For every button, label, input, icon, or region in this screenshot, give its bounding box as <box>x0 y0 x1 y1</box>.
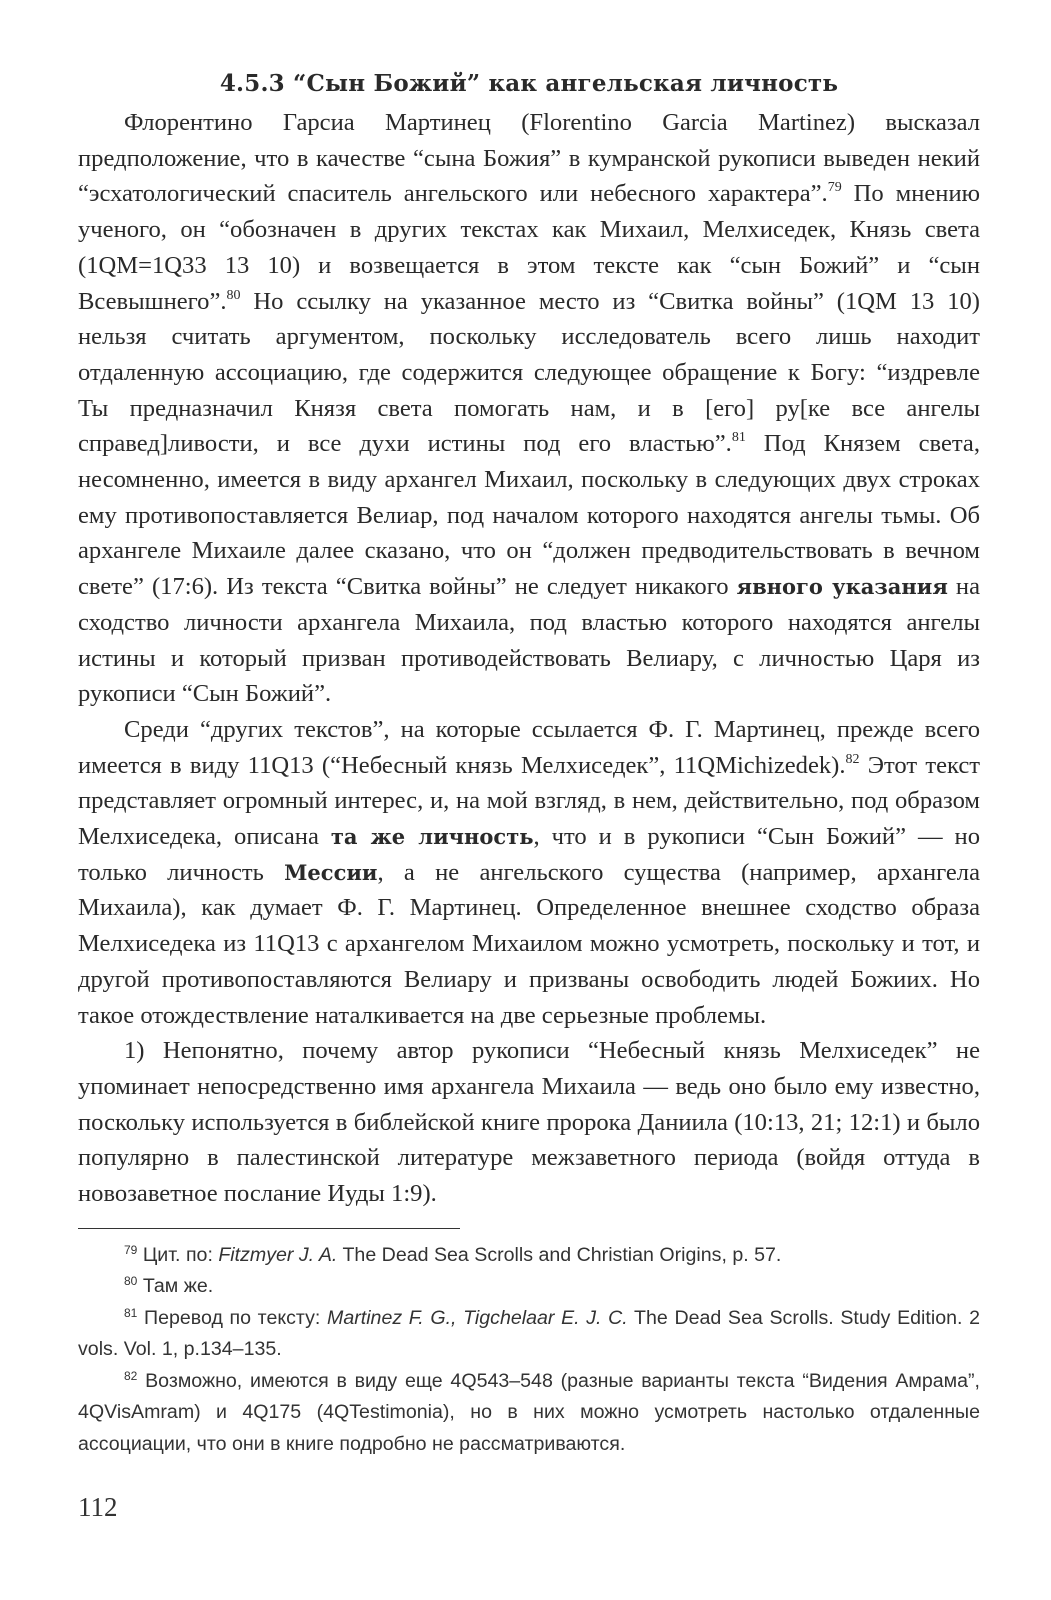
section-heading: 4.5.3 “Сын Божий” как ангельская личность <box>219 70 839 97</box>
emphasis-messiah: Мессии <box>284 859 378 885</box>
emphasis-same-person: та же личность <box>330 824 534 850</box>
footnote-text: Там же. <box>142 1275 214 1298</box>
paragraph-2-text-d: , а не ангельского существа (например, архангела Михаила), как думает Ф. Г. Мартинец. Определенное внешнее сходство образа Мелхиседека из 11Q13 с архангелом Михаилом можно усмотреть, поскольку и тот, и другой противопоставляются Велиару и призваны освободить людей Божиих. Но такое отождествление наталкивается на две серьезные проблемы. <box>78 858 980 1029</box>
emphasis-explicit-indication: явного указания <box>736 574 948 600</box>
paragraph-2-text-c: , что и в рукописи “Сын Божий” — но только личность <box>78 823 980 886</box>
paragraph-2-text-a: Среди “других текстов”, на которые ссылается Ф. Г. Мартинец, прежде всего имеется в виду 11Q13 (“Небесный князь Мелхиседек”, 11QMichizedek). <box>78 715 980 779</box>
footnotes <box>78 1240 980 1461</box>
footnote-82 <box>78 1366 980 1461</box>
footnote-ref-80: 80 <box>226 287 241 303</box>
footnote-divider <box>78 1228 460 1229</box>
footnote-80 <box>78 1271 980 1303</box>
body-text <box>78 105 980 1212</box>
paragraph-2-text-b: Этот текст представляет огромный интерес, и, на мой взгляд, в нем, действительно, под образом Мелхиседека, описана <box>78 751 980 851</box>
footnote-number: 79 <box>124 1242 138 1257</box>
footnote-text: Цит. по: <box>142 1243 219 1266</box>
footnote-ref-81: 81 <box>731 430 746 446</box>
footnote-text: Перевод по тексту: <box>144 1306 328 1329</box>
paragraph-1 <box>78 105 980 712</box>
footnote-ref-82: 82 <box>845 751 860 767</box>
paragraph-1-text-d: Под Князем света, несомненно, имеется в виду архангел Михаил, поскольку в следующих двух строках ему противопоставляется Велиар, под началом которого находятся ангелы тьмы. Об архангеле Михаиле далее сказано, что он “должен предводительствовать в вечном свете” (17:6). Из текста “Свитка войны” не следует никакого <box>78 430 980 601</box>
footnote-text: Возможно, имеются в виду еще 4Q543–548 (разные варианты текста “Видения Амрама”, 4QVisAmram) и 4Q175 (4QTestimonia), но в них можно усмотреть настолько отдаленные ассоциации, что они в книге подробно не рассматриваются. <box>78 1369 980 1455</box>
footnote-text: The Dead Sea Scrolls and Christian Origins, p. 57. <box>337 1243 782 1266</box>
paragraph-1-text-a: Флорентино Гарсиа Мартинец (Florentino Garcia Martinez) высказал предположение, что в качестве “сына Божия” в кумранской рукописи выведен некий “эсхатологический спаситель ангельского или небесного характера”. <box>78 109 980 208</box>
footnote-author: Martinez F. G., Tigchelaar E. J. C. <box>327 1306 628 1329</box>
footnote-number: 80 <box>124 1274 138 1289</box>
footnote-number: 81 <box>124 1305 138 1320</box>
page-number: 112 <box>78 1492 118 1522</box>
footnote-author: Fitzmyer J. A. <box>218 1243 338 1266</box>
footnote-81 <box>78 1303 980 1366</box>
footnote-79 <box>78 1240 980 1272</box>
paragraph-3: 1) Непонятно, почему автор рукописи “Небесный князь Мелхиседек” не упоминает непосредственно имя архангела Михаила — ведь оно было ему известно, поскольку используется в библейской книге пророка Даниила (10:13, 21; 12:1) и было популярно в палестинской литературе межзаветного периода (войдя оттуда в новозаветное послание Иуды 1:9). <box>78 1037 980 1208</box>
paragraph-2 <box>78 712 980 1033</box>
footnote-text: The Dead Sea Scrolls. Study Edition. 2 vols. Vol. 1, p.134–135. <box>78 1306 980 1361</box>
page-content <box>78 70 980 1460</box>
footnote-number: 82 <box>124 1368 138 1383</box>
paragraph-1-text-b: По мнению ученого, он “обозначен в других текстах как Михаил, Мелхиседек, Князь света (1QM=1Q33 13 10) и возвещается в этом тексте как “сын Божий” и “сын Всевышнего”. <box>78 180 980 315</box>
footnote-ref-79: 79 <box>827 180 842 196</box>
paragraph-1-text-e: на сходство личности архангела Михаила, под властью которого находятся ангелы истины и который призван противодействовать Велиару, с личностью Царя из рукописи “Сын Божий”. <box>78 573 980 708</box>
paragraph-1-text-c: Но ссылку на указанное место из “Свитка войны” (1QM 13 10) нельзя считать аргументом, поскольку исследователь всего лишь находит отдаленную ассоциацию, где содержится следующее обращение к Богу: “издревле Ты предназначил Князя света помогать нам, и в [его] ру[ке все ангелы справед]ливости, и все духи истины под его властью”. <box>78 287 980 458</box>
